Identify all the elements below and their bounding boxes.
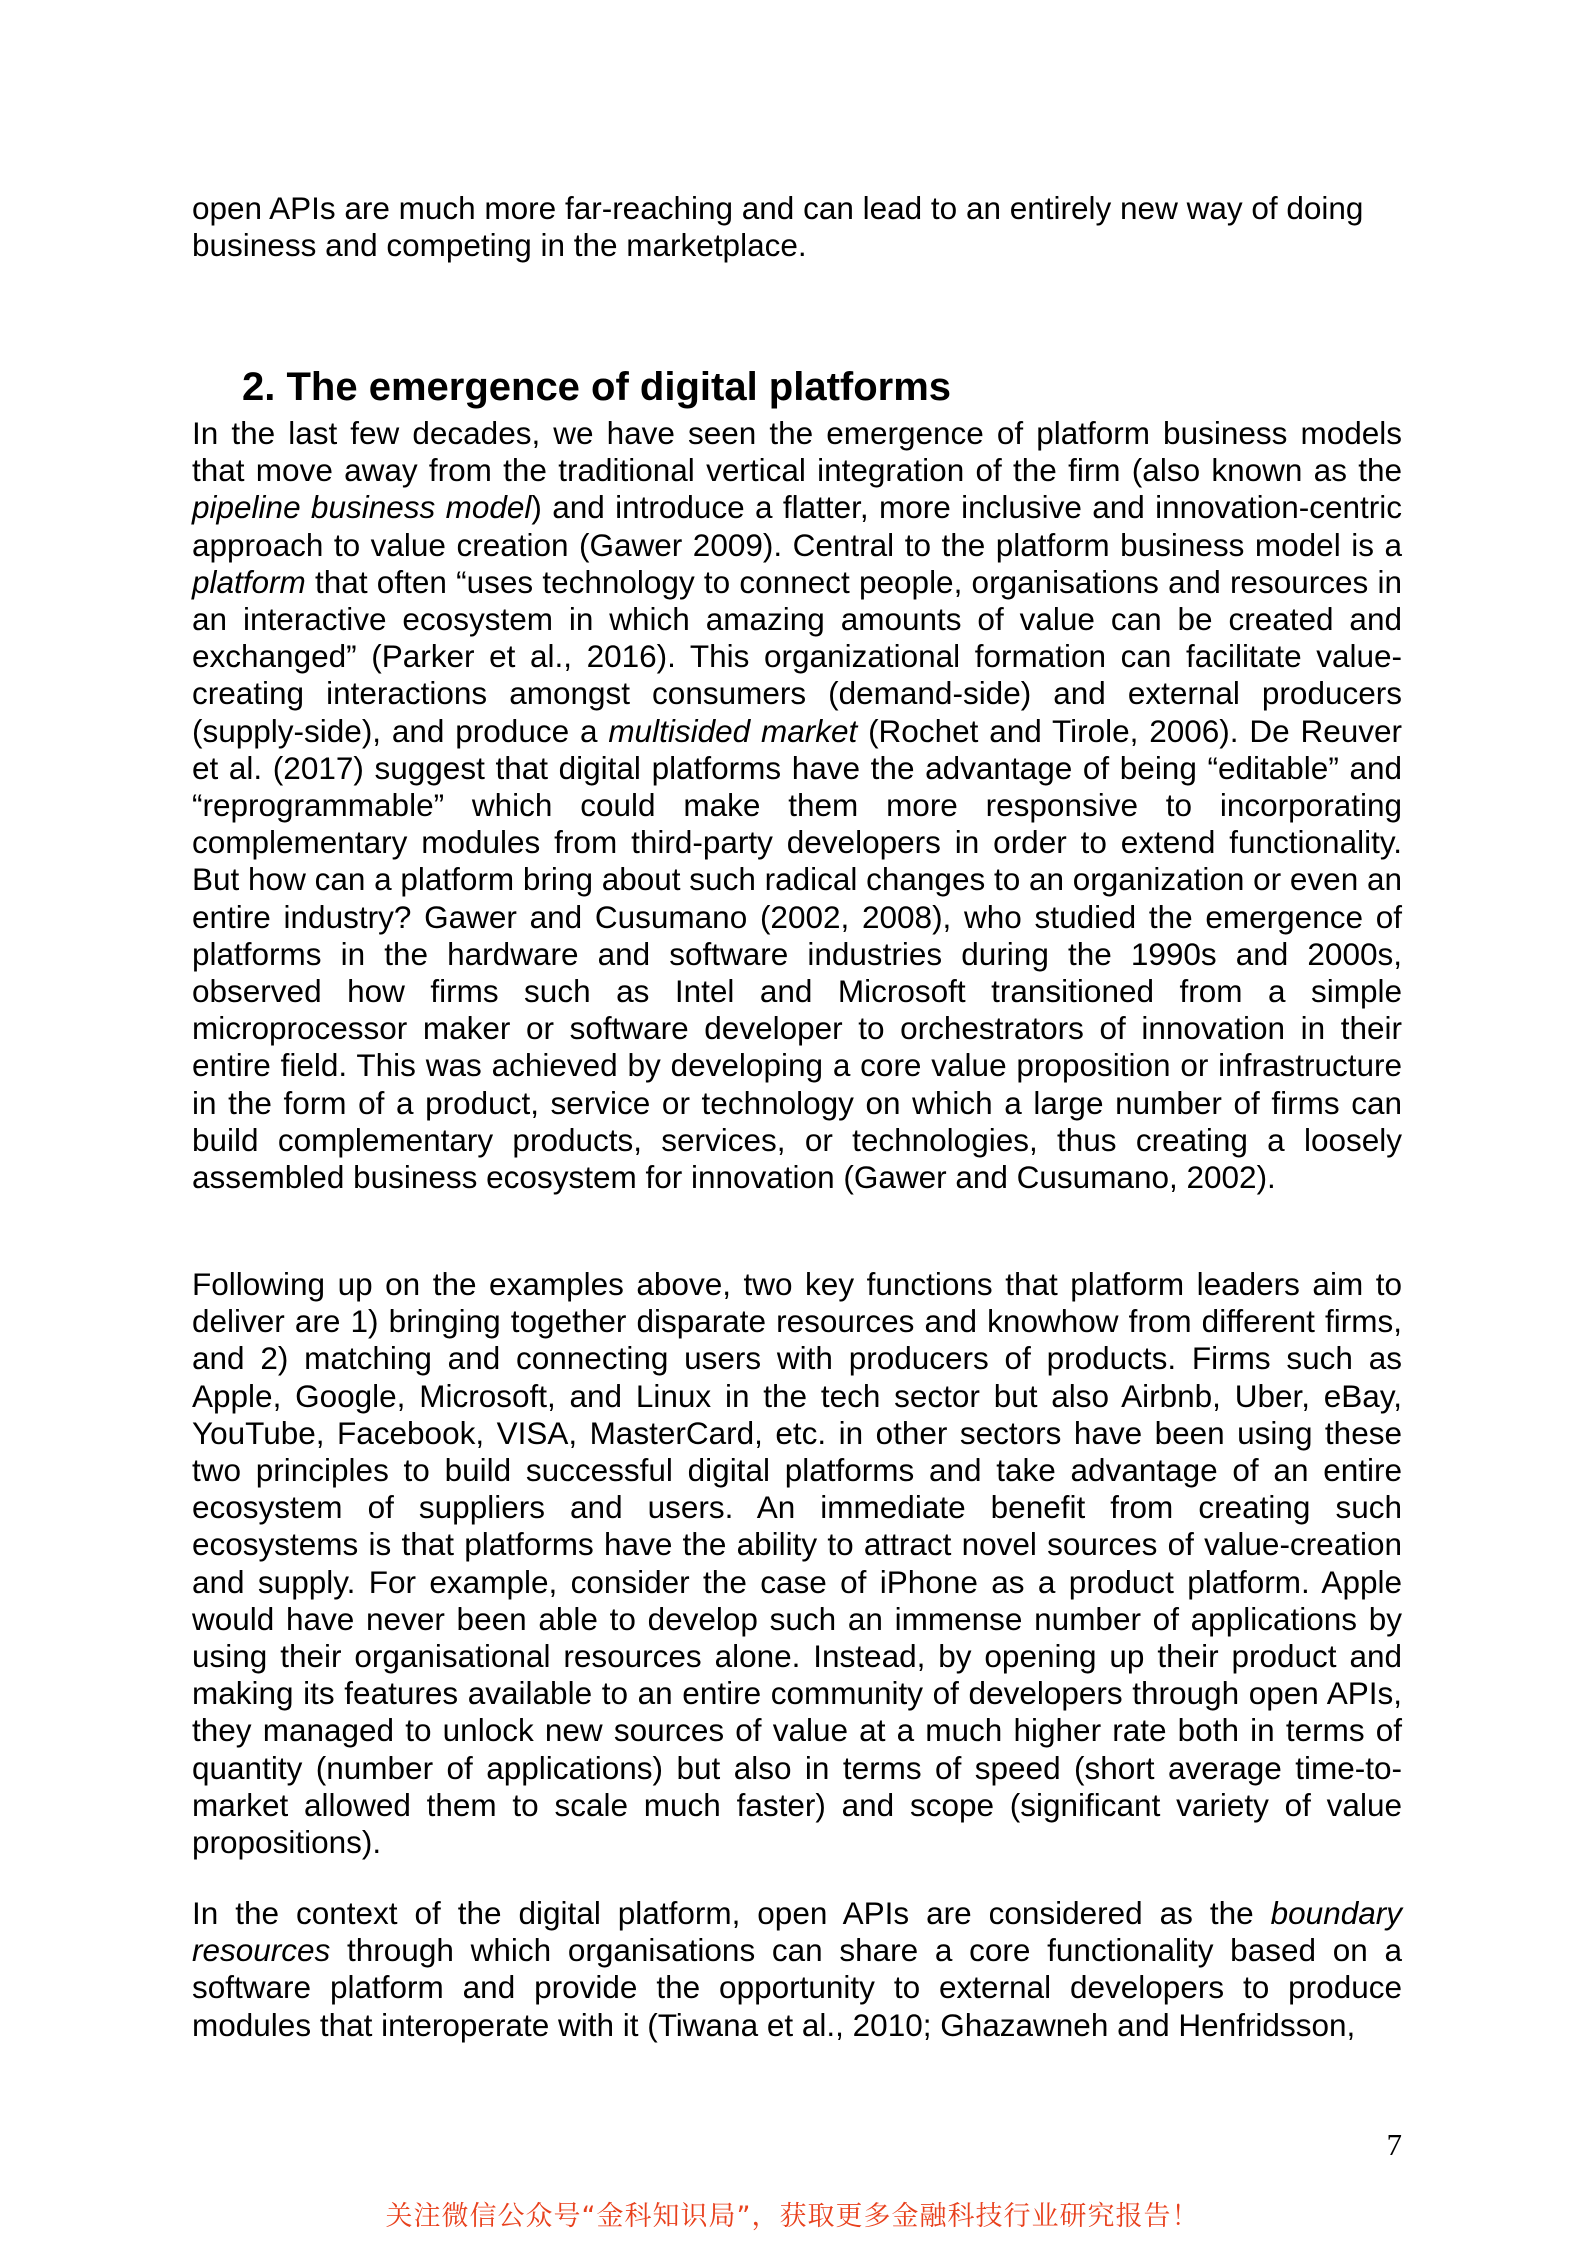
paragraph-1-run-2: ) and introduce a flatter, more inclusive and innovation-centric approach to value creation (Gawer 2009). Central to the platform business model is a bbox=[192, 489, 1402, 563]
body-paragraph-2 bbox=[192, 1266, 1402, 1861]
paragraph-3-text bbox=[192, 1895, 1402, 2044]
page-number: 7 bbox=[1386, 2127, 1402, 2162]
paragraph-1-emphasis-3: multisided market bbox=[608, 712, 858, 749]
body-paragraph-1 bbox=[192, 415, 1402, 1196]
section-heading: 2. The emergence of digital platforms bbox=[242, 365, 952, 409]
paragraph-1-text bbox=[192, 415, 1402, 1196]
paragraph-1-run-3: that often “uses technology to connect people, organisations and resources in an interactive ecosystem in which amazing amounts of value can be created and exchanged” (Parker et al., 2016). This organizational formation can facilitate value-creating interactions amongst consumers (demand-side) and external producers (supply-side), and produce a bbox=[192, 563, 1402, 749]
paragraph-3-run-1: In the context of the digital platform, open APIs are considered as the bbox=[192, 1895, 1271, 1931]
paragraph-3-run-2: through which organisations can share a core functionality based on a software platform and provide the opportunity to external developers to produce modules that interoperate with it (Tiwana et al., 2010; Ghazawneh and Henfridsson, bbox=[192, 1932, 1402, 2043]
paragraph-1-emphasis-2: platform bbox=[192, 563, 306, 600]
intro-paragraph bbox=[192, 190, 1402, 264]
paragraph-3-emphasis-1: boundary resources bbox=[192, 1895, 1402, 1969]
body-paragraph-3 bbox=[192, 1895, 1402, 2044]
paragraph-1-run-1: In the last few decades, we have seen the emergence of platform business models that move away from the traditional vertical integration of the firm (also known as the bbox=[192, 415, 1402, 489]
paragraph-1-emphasis-1: pipeline business model bbox=[192, 489, 532, 526]
footer-promo-banner: 关注微信公众号“金科知识局”，获取更多金融科技行业研究报告！ bbox=[385, 2201, 1200, 2232]
intro-text: open APIs are much more far-reaching and can lead to an entirely new way of doing business and competing in the marketplace. bbox=[192, 190, 1364, 264]
paragraph-1-run-4: (Rochet and Tirole, 2006). De Reuver et al. (2017) suggest that digital platforms have the advantage of being “editable” and “reprogrammable” which could make them more responsive to incorporating complementary modules from third-party developers in order to extend functionality. But how can a platform bring about such radical changes to an organization or even an entire industry? Gawer and Cusumano (2002, 2008), who studied the emergence of platforms in the hardware and software industries during the 1990s and 2000s, observed how firms such as Intel and Microsoft transitioned from a simple microprocessor maker or software developer to orchestrators of innovation in their entire field. This was achieved by developing a core value proposition or infrastructure in the form of a product, service or technology on which a large number of firms can build complementary products, services, or technologies, thus creating a loosely assembled business ecosystem for innovation (Gawer and Cusumano, 2002). bbox=[192, 712, 1403, 1196]
paragraph-2-text: Following up on the examples above, two key functions that platform leaders aim to deliver are 1) bringing together disparate resources and knowhow from different firms, and 2) matching and connecting users with producers of products. Firms such as Apple, Google, Microsoft, and Linux in the tech sector but also Airbnb, Uber, eBay, YouTube, Facebook, VISA, MasterCard, etc. in other sectors have been using these two principles to build successful digital platforms and take advantage of an entire ecosystem of suppliers and users. An immediate benefit from creating such ecosystems is that platforms have the ability to attract novel sources of value-creation and supply. For example, consider the case of iPhone as a product platform. Apple would have never been able to develop such an immense number of applications by using their organisational resources alone. Instead, by opening up their product and making its features available to an entire community of developers through open APIs, they managed to unlock new sources of value at a much higher rate both in terms of quantity (number of applications) but also in terms of speed (short average time-to-market allowed them to scale much faster) and scope (significant variety of value propositions). bbox=[192, 1266, 1402, 1861]
